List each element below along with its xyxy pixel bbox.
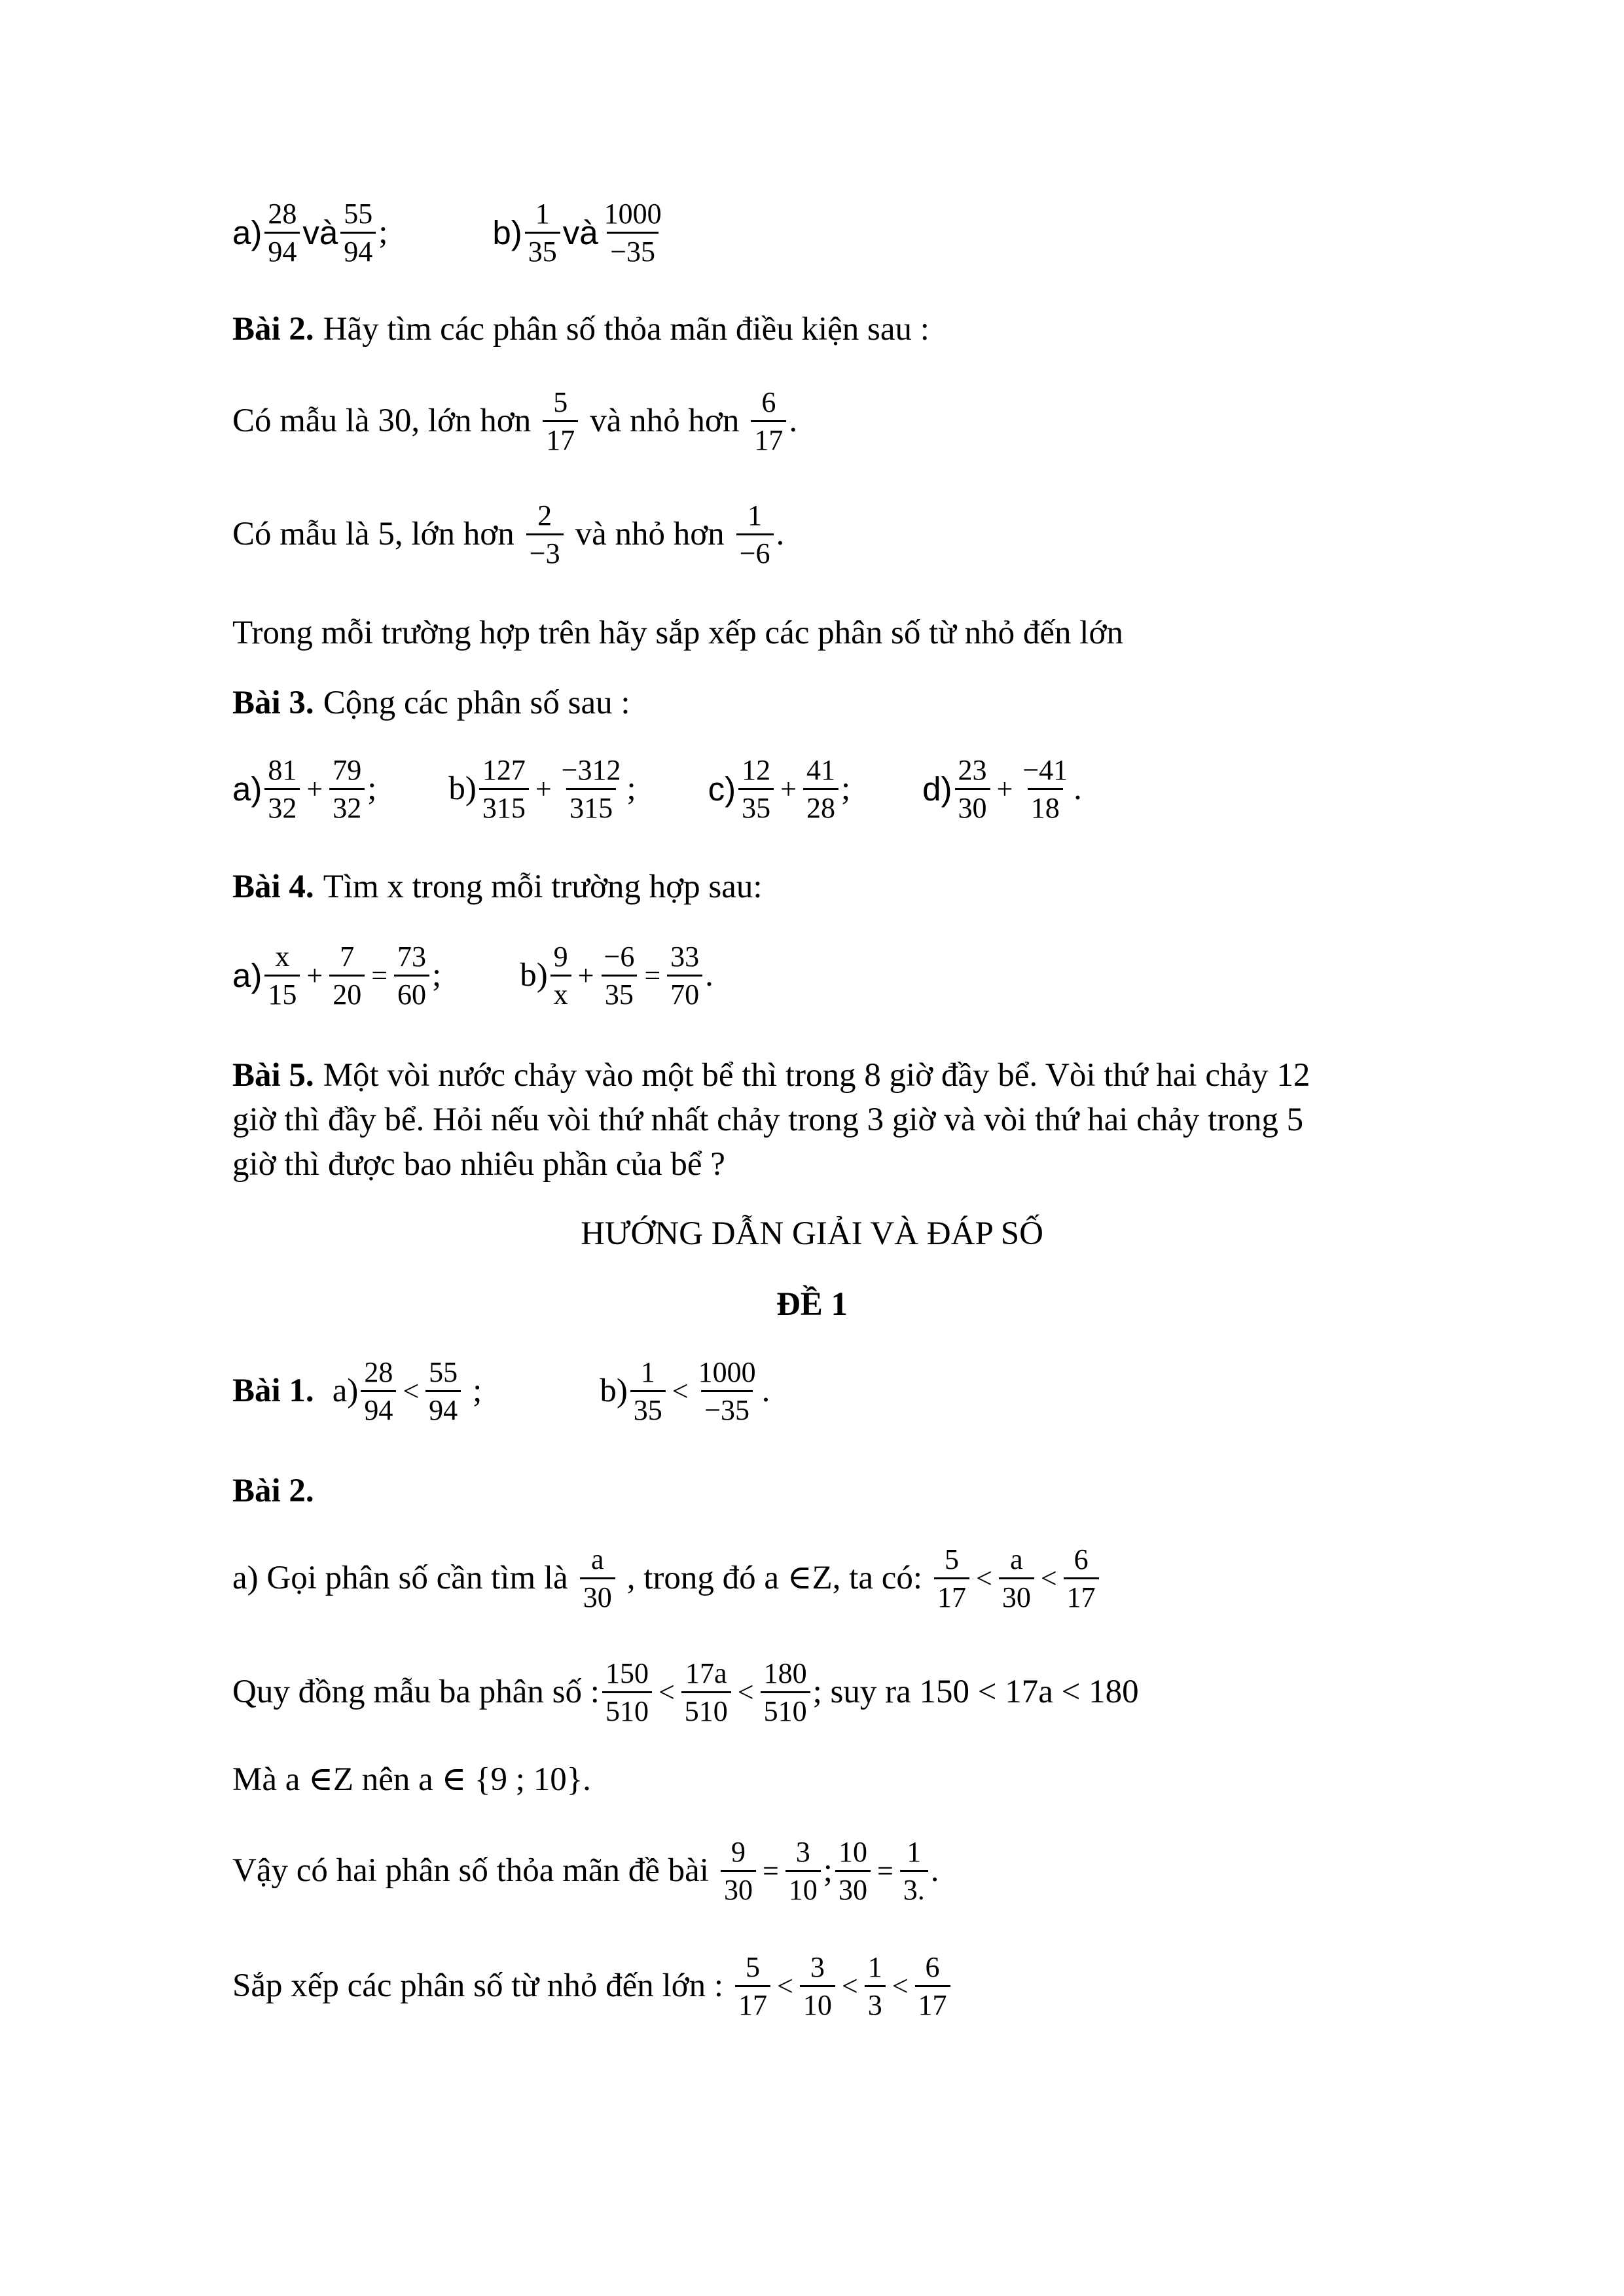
word-va: và bbox=[302, 214, 338, 252]
fraction: $\frac{1000}{-35}$ bbox=[604, 198, 662, 268]
exercise5-line3: giờ thì được bao nhiêu phần của bể ? bbox=[232, 1146, 725, 1183]
exercise2-heading bbox=[232, 313, 929, 346]
fraction: $\frac{9}{x}$ bbox=[550, 941, 571, 1011]
fraction: $\frac{6}{17}$ bbox=[1064, 1543, 1099, 1614]
fraction: $\frac{55}{94}$ bbox=[340, 198, 376, 268]
fraction: $\frac{10}{30}$ bbox=[835, 1836, 871, 1907]
fraction: $\frac{5}{17}$ bbox=[543, 386, 578, 457]
fraction: $\frac{-41}{18}$ bbox=[1022, 754, 1068, 825]
label-b: b) bbox=[492, 214, 522, 252]
fraction: $\frac{1}{-6}$ bbox=[736, 499, 774, 570]
fraction: $\frac{1000}{-35}$ bbox=[698, 1356, 756, 1427]
fraction: $\frac{180}{510}$ bbox=[761, 1657, 810, 1728]
word-va: và bbox=[562, 214, 598, 252]
de-title: ĐỀ 1 bbox=[776, 1286, 848, 1323]
exercise-title: Bài 4. bbox=[232, 869, 314, 905]
fraction: $\frac{73}{60}$ bbox=[394, 941, 429, 1011]
exercise5-line2: giờ thì đầy bể. Hỏi nếu vòi thứ nhất chảy trong 3 giờ và vòi thứ hai chảy trong 5 bbox=[232, 1102, 1304, 1138]
exercise2-line3: Trong mỗi trường hợp trên hãy sắp xếp các phân số từ nhỏ đến lớn bbox=[232, 615, 1123, 651]
guide-title: HƯỚNG DẪN GIẢI VÀ ĐÁP SỐ bbox=[581, 1215, 1043, 1252]
fraction: $\frac{1}{35}$ bbox=[630, 1356, 666, 1427]
fraction: $\frac{41}{28}$ bbox=[803, 754, 839, 825]
fraction: $\frac{23}{30}$ bbox=[955, 754, 990, 825]
exercise2-line1: Có mẫu là 30, lớn hơn $\frac{5}{17}$ và nhỏ hơn $\frac{6}{17}$ . bbox=[232, 386, 798, 457]
fraction: $\frac{3}{10}$ bbox=[785, 1836, 821, 1907]
fraction: $\frac{12}{35}$ bbox=[738, 754, 774, 825]
fraction: $\frac{79}{32}$ bbox=[329, 754, 365, 825]
fraction: $\frac{7}{20}$ bbox=[329, 941, 365, 1011]
exercise3-heading bbox=[232, 687, 630, 720]
exercise3-items: a) $\frac{81}{32}$ + $\frac{79}{32}$ ; b) $\frac{127}{315}$ + $\frac{-312}{315}$ ; c) $\frac{12}{35}$ + $\frac{41}{28}$ ; d) $\frac{23}{30}$ + $\frac{-41}{18}$ . bbox=[232, 754, 1082, 825]
exercise1-line: a) $\frac{28}{94}$ và $\frac{55}{94}$ ; b) $\frac{1}{35}$ và $\frac{1000}{-35}$ bbox=[232, 198, 668, 268]
fraction: $\frac{x}{15}$ bbox=[264, 941, 300, 1011]
fraction: $\frac{a}{30}$ bbox=[580, 1543, 615, 1614]
fraction: $\frac{28}{94}$ bbox=[264, 198, 300, 268]
exercise-title: Bài 5. bbox=[232, 1057, 314, 1094]
exercise-title: Bài 3. bbox=[232, 685, 314, 721]
exercise5-line1: Bài 5. Một vòi nước chảy vào một bể thì trong 8 giờ đầy bể. Vòi thứ hai chảy 12 bbox=[232, 1057, 1310, 1094]
fraction: $\frac{5}{17}$ bbox=[735, 1951, 770, 2022]
exercise-title: Bài 2. bbox=[232, 311, 314, 348]
solution-title: Bài 2. bbox=[232, 1473, 314, 1509]
fraction: $\frac{33}{70}$ bbox=[667, 941, 702, 1011]
fraction: $\frac{6}{17}$ bbox=[751, 386, 786, 457]
solution-title: Bài 1. bbox=[232, 1372, 314, 1410]
label-a: a) bbox=[232, 214, 262, 252]
exercise4-items: a) $\frac{x}{15}$ + $\frac{7}{20}$ = $\frac{73}{60}$ ; b) $\frac{9}{x}$ + $\frac{-6}{35}$ = $\frac{33}{70}$ . bbox=[232, 941, 713, 1011]
solution2-line3: Mà a ∈Z nên a ∈ {9 ; 10}. bbox=[232, 1761, 591, 1798]
fraction: $\frac{-312}{315}$ bbox=[561, 754, 621, 825]
exercise4-heading bbox=[232, 870, 763, 904]
solution1-line: Bài 1. a) $\frac{28}{94}$ < $\frac{55}{94}$ ; b) $\frac{1}{35}$ < $\frac{1000}{-35}$ . bbox=[232, 1356, 770, 1427]
fraction: $\frac{127}{315}$ bbox=[479, 754, 529, 825]
fraction: $\frac{6}{17}$ bbox=[915, 1951, 950, 2022]
exercise-text: Tìm x trong mỗi trường hợp sau: bbox=[323, 869, 763, 905]
fraction: $\frac{28}{94}$ bbox=[361, 1356, 396, 1427]
fraction: $\frac{1}{35}$ bbox=[525, 198, 560, 268]
fraction: $\frac{150}{510}$ bbox=[602, 1657, 652, 1728]
solution2-heading bbox=[232, 1475, 314, 1508]
fraction: $\frac{55}{94}$ bbox=[425, 1356, 461, 1427]
solution2-line5: Sắp xếp các phân số từ nhỏ đến lớn : $\frac{5}{17}$ < $\frac{3}{10}$ < $\frac{1}{3}$ < $\frac{6}{17}$ bbox=[232, 1951, 953, 2022]
solution2-line4: Vậy có hai phân số thỏa mãn đề bài $\frac{9}{30}$ = $\frac{3}{10}$ ; $\frac{10}{30}$ = $\frac{1}{3.}$ . bbox=[232, 1836, 939, 1907]
fraction: $\frac{3}{10}$ bbox=[800, 1951, 835, 2022]
fraction: $\frac{5}{17}$ bbox=[934, 1543, 969, 1614]
fraction: $\frac{a}{30}$ bbox=[999, 1543, 1034, 1614]
exercise2-line2: Có mẫu là 5, lớn hơn $\frac{2}{-3}$ và nhỏ hơn $\frac{1}{-6}$ . bbox=[232, 499, 785, 570]
fraction: $\frac{1}{3}$ bbox=[865, 1951, 886, 2022]
solution2-line2: Quy đồng mẫu ba phân số : $\frac{150}{510}$ < $\frac{17a}{510}$ < $\frac{180}{510}$ ; suy ra 150 < 17a < 180 bbox=[232, 1657, 1139, 1728]
fraction: $\frac{9}{30}$ bbox=[721, 1836, 756, 1907]
fraction: $\frac{1}{3.}$ bbox=[900, 1836, 928, 1907]
exercise-text: Hãy tìm các phân số thỏa mãn điều kiện sau : bbox=[323, 311, 929, 348]
solution2-line1: a) Gọi phân số cần tìm là $\frac{a}{30}$ , trong đó a ∈Z, ta có: $\frac{5}{17}$ < $\frac{a}{30}$ < $\frac{6}{17}$ bbox=[232, 1543, 1102, 1614]
fraction: $\frac{81}{32}$ bbox=[264, 754, 300, 825]
fraction: $\frac{2}{-3}$ bbox=[526, 499, 564, 570]
fraction: $\frac{-6}{35}$ bbox=[601, 941, 638, 1011]
exercise-text: Cộng các phân số sau : bbox=[323, 685, 630, 721]
fraction: $\frac{17a}{510}$ bbox=[681, 1657, 731, 1728]
